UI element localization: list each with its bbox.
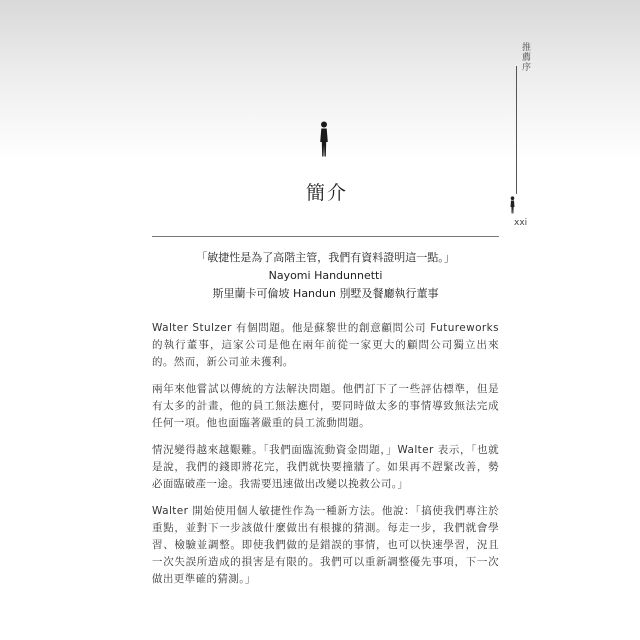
divider-line	[152, 236, 499, 237]
paragraph: Walter 開始使用個人敏捷性作為一種新方法。他說：「搞使我們專注於重點，並對下一步該做什麼做出有根據的猜測。每走一步，我們就會學習、檢驗並調整。即使我們做的是錯誤的事情，也可以快速學習，況且一次失誤所造成的損害是有限的。我們可以重新調整優先事項，下一次做出更準確的猜測。」	[152, 505, 499, 585]
paragraph: Walter Stulzer 有個問題。他是蘇黎世的創意顧問公司 Futureworks 的執行董事，這家公司是他在兩年前從一家更大的顧問公司獨立出來的。然而，新公司並未獲利。	[152, 322, 499, 368]
section-marker-line	[516, 66, 517, 194]
small-figure-icon	[509, 196, 516, 214]
standing-figure-icon	[318, 121, 330, 157]
epigraph	[152, 249, 499, 303]
page-number: xxi	[514, 218, 528, 228]
epigraph-affiliation: 斯里蘭卡可倫坡 Handun 別墅及餐廳執行董事	[212, 287, 439, 300]
paragraph: 兩年來他嘗試以傳統的方法解決問題。他們訂下了一些評估標準，但是有太多的計畫，他的員工無法應付，要同時做太多的事情導致無法完成任何一項。他也面臨著嚴重的員工流動問題。	[152, 383, 499, 429]
body-text	[152, 320, 499, 598]
epigraph-author: Nayomi Handunnetti	[268, 269, 383, 282]
epigraph-quote: 「敏捷性是為了高階主管，我們有資料證明這一點。」	[196, 251, 455, 264]
paragraph: 情況變得越來越艱難。「我們面臨流動資金問題，」Walter 表示，「也就是說，我們的錢即將花完，我們就快要撞牆了。如果再不趕緊改善，勢必面臨破產一途。我需要迅速做出改變以挽救公司。」	[152, 444, 499, 490]
section-label: 推薦序	[520, 42, 530, 72]
chapter-title: 簡介	[305, 182, 348, 204]
